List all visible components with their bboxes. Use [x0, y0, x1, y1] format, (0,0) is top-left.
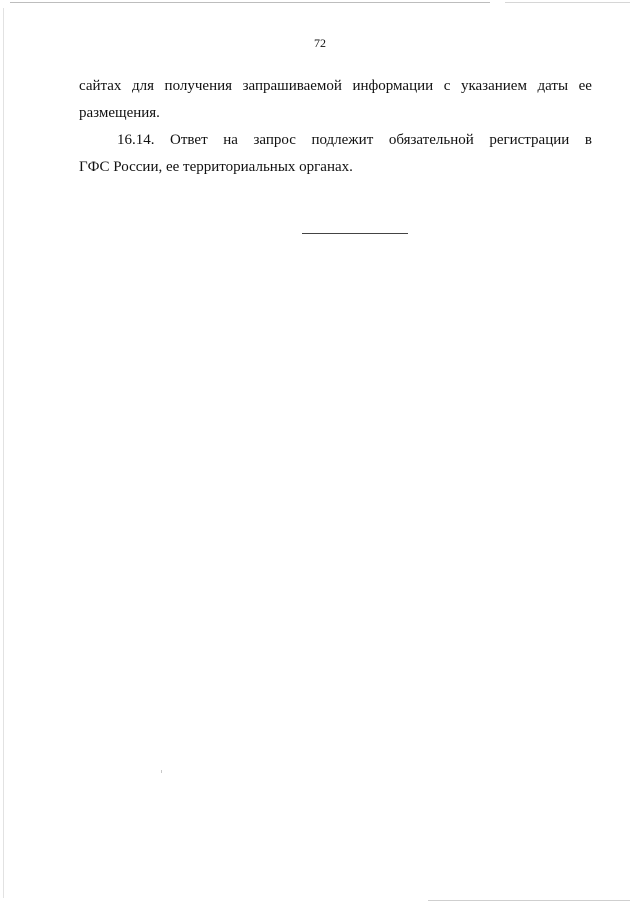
scan-edge-top-right [505, 2, 630, 3]
paragraph-line-1 [79, 73, 592, 100]
word: с [443, 78, 451, 94]
word: Ответ [170, 132, 208, 148]
paragraph-line-4: ГФС России, ее территориальных органах. [79, 159, 353, 175]
scan-edge-bottom [428, 900, 630, 901]
word: получения [164, 78, 233, 94]
word: даты [537, 78, 569, 94]
word: запрос [253, 132, 296, 148]
word: ее [578, 78, 592, 94]
end-separator-line [302, 233, 408, 234]
word: обязательной [388, 132, 474, 148]
word: указанием [460, 78, 527, 94]
paragraph-line-2: размещения. [79, 105, 160, 121]
word: информации [352, 78, 434, 94]
scan-speck [161, 770, 162, 773]
word: на [223, 132, 238, 148]
word: регистрации [489, 132, 570, 148]
paragraph-line-3 [117, 127, 592, 154]
word: сайтах [79, 78, 122, 94]
word: в [584, 132, 592, 148]
word: запрашиваемой [242, 78, 342, 94]
word: 16.14. [117, 132, 155, 148]
page-number: 72 [314, 36, 326, 50]
word: для [131, 78, 154, 94]
word: подлежит [311, 132, 374, 148]
scan-edge-left [3, 8, 4, 898]
scan-edge-top [10, 2, 490, 3]
